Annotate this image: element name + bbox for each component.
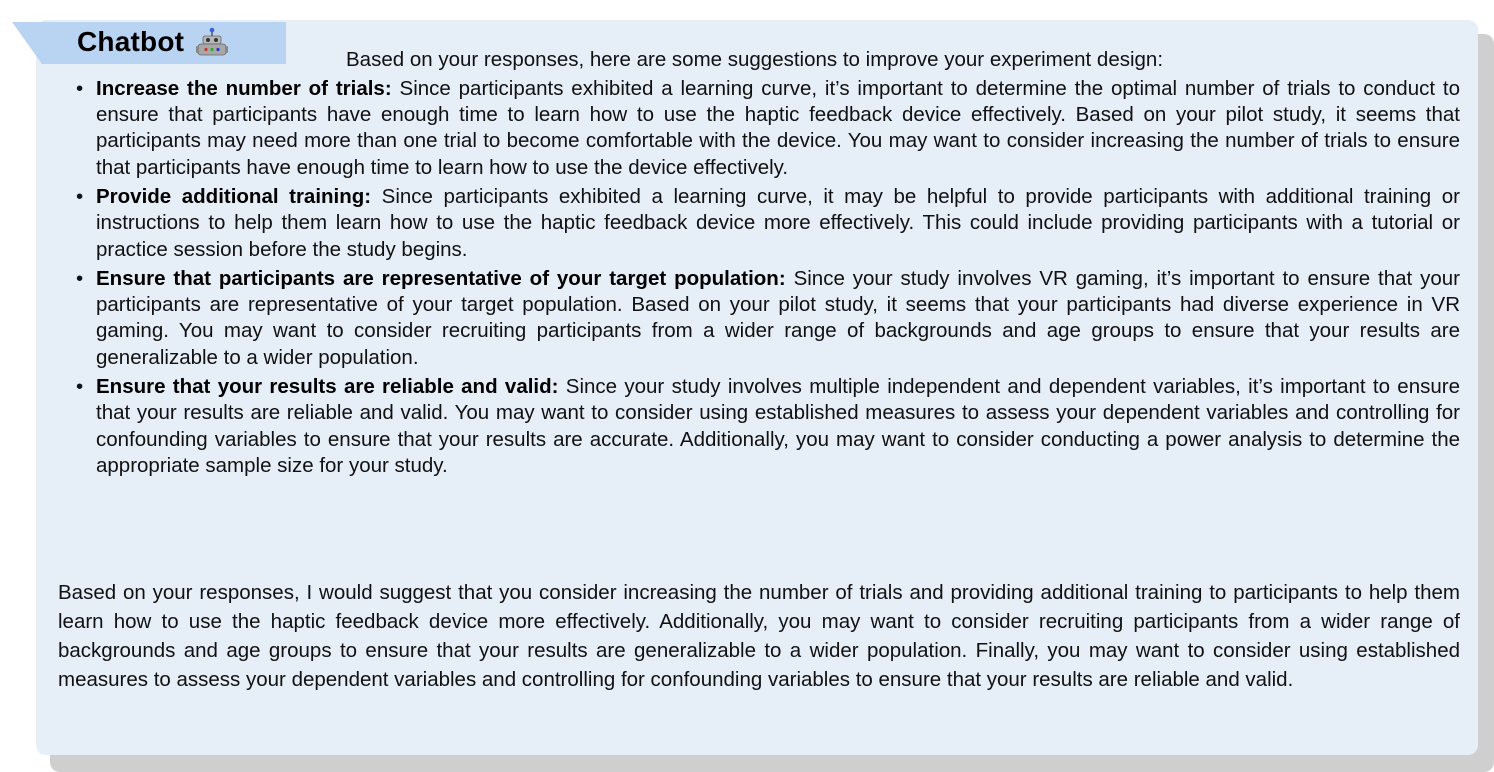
intro-text: Based on your responses, here are some suggestions to improve your experiment design: (346, 48, 1164, 71)
list-item (76, 184, 1460, 263)
bullet: • (76, 375, 84, 399)
suggestion-heading: Ensure that your results are reliable and valid: (96, 375, 559, 399)
bullet: • (76, 185, 84, 209)
suggestion-text: Since participants exhibited a learning curve, it may be helpful to provide participants with additional training or instructions to help them learn how to use the haptic feedback device more effectively. This could include providing participants with a tutorial or practice session before the study begins. (96, 185, 1460, 261)
suggestion-list (76, 76, 1460, 482)
suggestion-text: Since participants exhibited a learning curve, it’s important to determine the optimal number of trials to conduct to ensure that participants have enough time to learn how to use the haptic feedback device effectively. Based on your pilot study, it seems that participants may need more than one trial to become comfortable with the device. You may want to consider increasing the number of trials to ensure that participants have enough time to learn how to use the device effectively. (96, 77, 1460, 179)
bullet: • (76, 77, 84, 100)
suggestion-text: Since your study involves VR gaming, it’s important to ensure that your participants are representative of your target population. Based on your pilot study, it seems that your participants had diverse experience in VR gaming. You may want to consider recruiting participants from a wider range of backgrounds and age groups to ensure that your results are generalizable to a wider population. (96, 267, 1460, 369)
suggestion-text: Since your study involves multiple independent and dependent variables, it’s important to ensure that your results are reliable and valid. You may want to consider using established measures to assess your dependent variables and controlling for confounding variables to ensure that your results are accurate. Additionally, you may want to consider conducting a power analysis to determine the appropriate sample size for your study. (96, 375, 1460, 477)
list-item (76, 76, 1460, 181)
suggestion-heading: Provide additional training: (96, 185, 372, 209)
chatbot-title: Chatbot (77, 26, 185, 57)
chatbot-header (77, 26, 230, 58)
list-item (76, 374, 1460, 479)
summary-text: Based on your responses, I would suggest that you consider increasing the number of trials and providing additional training to participants to help them learn how to use the haptic feedback device more effectively. Additionally, you may want to consider recruiting participants from a wider range of backgrounds and age groups to ensure that your results are generalizable to a wider population. Finally, you may want to consider using established measures to assess your dependent variables and controlling for confounding variables to ensure that your results are reliable and valid. (58, 581, 1460, 691)
robot-icon (194, 27, 230, 57)
bullet: • (76, 267, 84, 291)
list-item (76, 266, 1460, 371)
suggestion-heading: Increase the number of trials: (96, 77, 392, 100)
suggestion-heading: Ensure that participants are representative of your target population: (96, 267, 786, 291)
